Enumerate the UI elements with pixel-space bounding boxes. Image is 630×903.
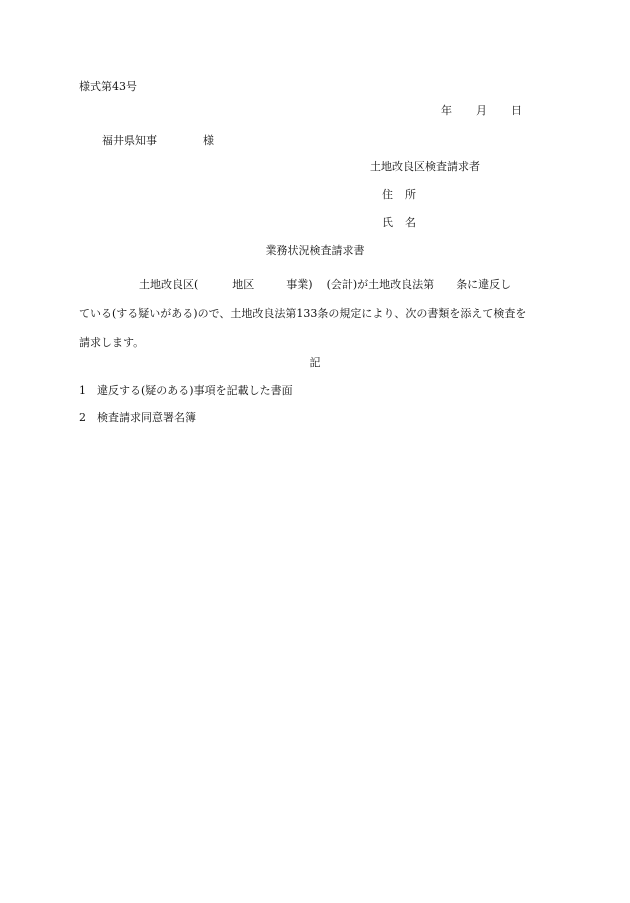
requester-title: 土地改良区検査請求者	[370, 160, 480, 173]
date-month: 月	[476, 104, 487, 117]
address-label: 住 所	[382, 188, 416, 201]
date-year: 年	[441, 104, 452, 117]
addressee	[102, 134, 214, 148]
form-number: 様式第43号	[79, 80, 137, 93]
body-paragraph	[79, 270, 553, 357]
item-number: 2	[79, 411, 86, 424]
item-text: 違反する(疑のある)事項を記載した書面	[97, 384, 293, 397]
body-line-3: 請求します。	[79, 336, 145, 349]
list-item	[79, 411, 196, 425]
body-line-1: 土地改良区( 地区 事業) (会計)が土地改良法第 条に違反し	[139, 278, 512, 291]
document-title: 業務状況検査請求書	[265, 244, 365, 257]
addressee-honorific: 様	[203, 134, 214, 147]
date-row	[441, 104, 522, 118]
ki-heading: 記	[309, 356, 321, 369]
addressee-name: 福井県知事	[102, 134, 157, 147]
name-label: 氏 名	[382, 216, 416, 229]
item-text: 検査請求同意署名簿	[97, 411, 196, 424]
item-number: 1	[79, 384, 86, 397]
body-line-2: ている(する疑いがある)ので、土地改良法第133条の規定により、次の書類を添えて検査を	[79, 307, 527, 320]
date-day: 日	[511, 104, 522, 117]
list-item	[79, 384, 293, 398]
